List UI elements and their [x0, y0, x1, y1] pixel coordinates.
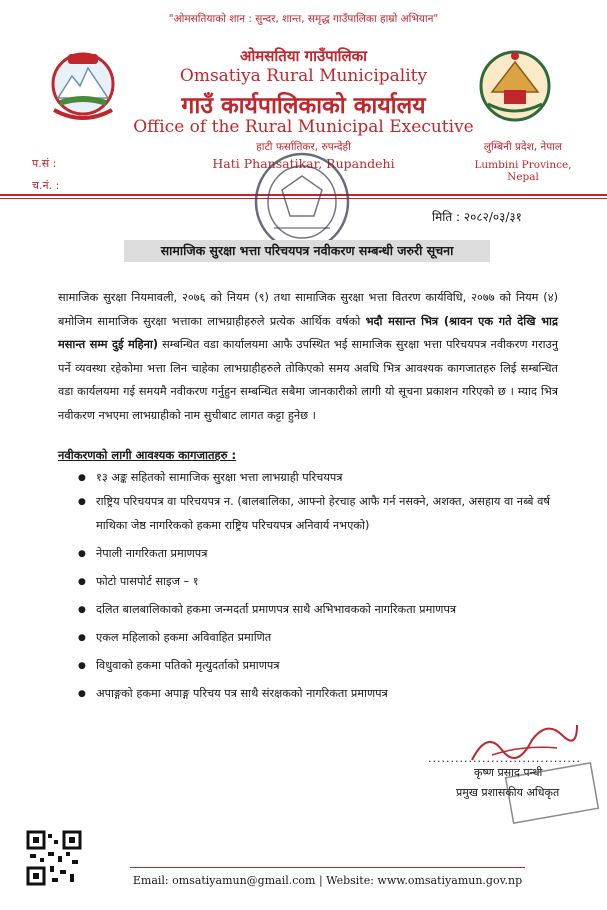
signer-name: कृष्ण प्रसाद पन्थी	[474, 766, 543, 779]
province-english: Lumbini Province, Nepal	[474, 159, 572, 183]
notice-title: सामाजिक सुरक्षा भत्ता परिचयपत्र नवीकरण सम्बन्धी जरुरी सूचना	[124, 240, 490, 262]
footer-contact: Email: omsatiyamun@gmail.com | Website: www.omsatiyamun.gov.np	[132, 874, 523, 887]
list-item: ● एकल महिलाको हकमा अविवाहित प्रमाणित	[78, 626, 568, 650]
office-name-english: Office of the Rural Municipal Executive	[133, 117, 474, 137]
notice-body	[58, 286, 558, 428]
notice-body-part2: सम्बन्धित वडा कार्यालयमा आफै उपस्थित भई सामाजिक सुरक्षा भत्ता परिचयपत्र नवीकरण गराउनु पर्ने व्यवस्था रहेकोमा भत्ता लिन चाहेका लाभग्राहीहरुले तोकिएको समय अवधि भित्र आवश्यक कागजातहरु लिई सम्बन्धित वडा कार्यलयमा गई समयमै नवीकरण गर्नुहुन सम्बन्धित सबैमा जानकारीको लागी यो सूचना प्रकाशन गरिएको छ । म्याद भित्र नवीकरण नभएमा लाभग्राहीको नाम सुचीबाट लागत कट्टा हुनेछ ।	[58, 338, 558, 422]
qr-code-icon[interactable]	[26, 830, 82, 886]
requirements-heading: नवीकरणको लागी आवश्यक कागजातहरु :	[58, 448, 237, 462]
municipality-name-nepali: ओमसतिया गाउँपालिका	[239, 47, 368, 65]
municipality-name-english: Omsatiya Rural Municipality	[179, 66, 428, 86]
notice-body-deadline: भदौ मसान्त भित्र (श्रावन एक गते देखि भाद्र मसान्त सम्म दुई महिना)	[58, 314, 558, 352]
address-nepali: हाटी फर्सातिकर, रुपन्देही	[256, 141, 351, 153]
reference-number-label: प.सं :	[32, 157, 57, 170]
list-item: ● १३ अङ्क सहितको सामाजिक सुरक्षा भत्ता लाभग्राही परिचयपत्र	[78, 466, 568, 490]
office-stamp-icon	[252, 150, 352, 254]
officer-stamp-icon	[505, 760, 600, 830]
footer-divider	[130, 867, 525, 868]
signature-line: ..................................	[428, 752, 581, 765]
list-item: ● नेपाली नागरिकता प्रमाणपत्र	[78, 542, 568, 566]
office-name-nepali: गाउँ कार्यपालिकाको कार्यालय	[181, 93, 426, 119]
list-item: ● विधुवाको हकमा पतिको मृत्युदर्ताको प्रमाणपत्र	[78, 654, 568, 678]
list-item: ● फोटो पासपोर्ट साइज – १	[78, 570, 568, 594]
signer-title: प्रमुख प्रशासकीय अधिकृत	[456, 786, 560, 799]
slogan: "ओमसतियाको शान : सुन्दर, शान्त, समृद्ध गाउँपालिका हाम्रो अभियान"	[168, 13, 439, 25]
list-item: ● अपाङ्गको हकमा अपाङ्ग परिचय पत्र साथै संरक्षकको नागरिकता प्रमाणपत्र	[78, 682, 568, 706]
list-item: ● राष्ट्रिय परिचयपत्र वा परिचयपत्र न. (बालबालिका, आफ्नो हेरचाह आफै गर्न नसक्ने, अशक्त, असहाय वा नब्बे वर्ष माथिका जेष्ठ नागरिकको हकमा राष्ट्रिय परिचयपत्र अनिवार्य नभएको)	[78, 490, 568, 538]
dispatch-number-label: च.नं. :	[32, 179, 60, 192]
province-nepali: लुम्बिनी प्रदेश, नेपाल	[483, 141, 563, 153]
list-item: ● दलित बालबालिकाको हकमा जन्मदर्ता प्रमाणपत्र साथै अभिभावकको नागरिकता प्रमाणपत्र	[78, 598, 568, 622]
requirements-list	[78, 466, 568, 706]
notice-date: मिति : २०८२/०३/३१	[432, 210, 522, 224]
notice-body-part1: सामाजिक सुरक्षा नियमावली, २०७६ को नियम (९) तथा सामाजिक सुरक्षा भत्ता वितरण कार्यविधि, २०७७ को नियम (४) बमोजिम सामाजिक सुरक्षा भत्ताका लाभग्राहीहरुले प्रत्येक आर्थिक वर्षको	[58, 291, 558, 328]
address-english: Hati Phansatikar, Rupandehi	[212, 156, 395, 171]
